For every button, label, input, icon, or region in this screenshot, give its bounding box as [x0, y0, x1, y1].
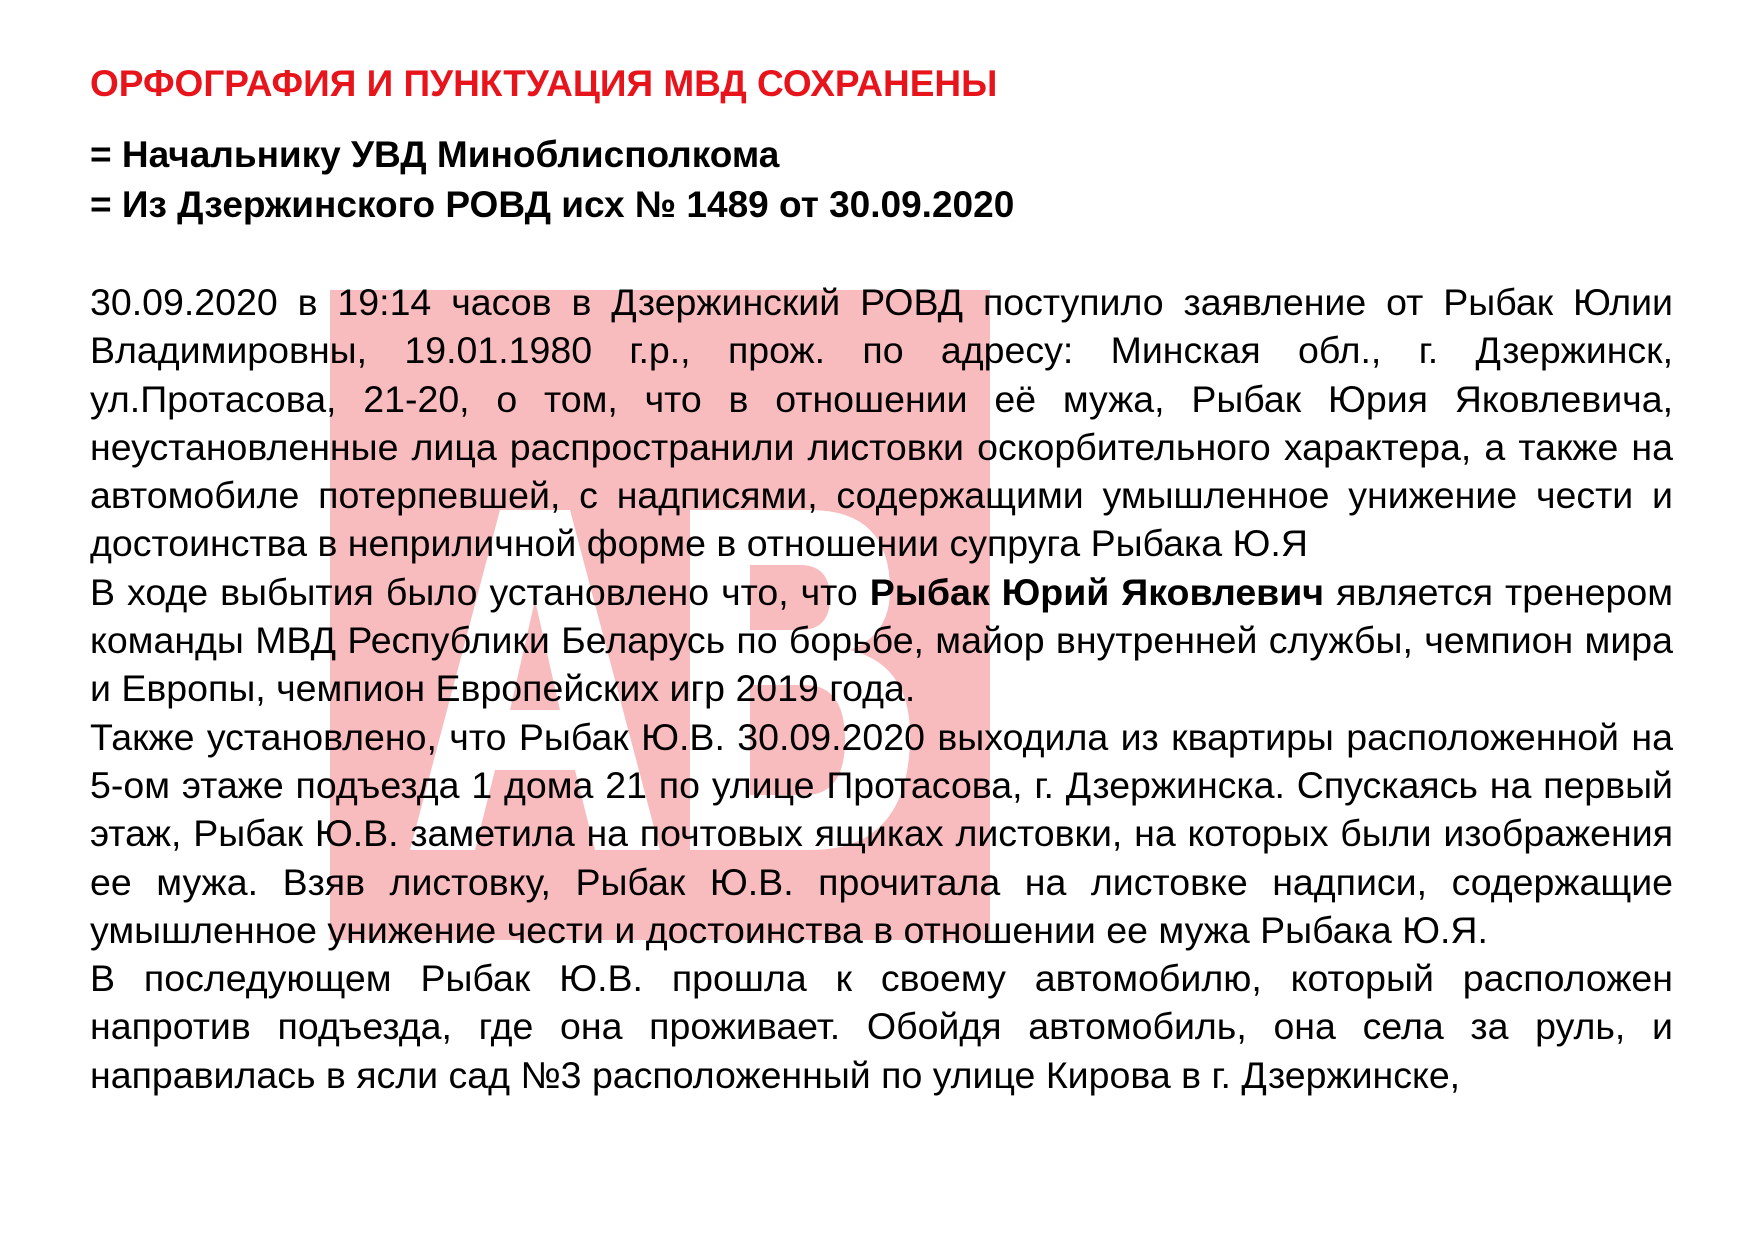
- paragraph-1: 30.09.2020 в 19:14 часов в Дзержинский РОВД поступило заявление от Рыбак Юлии Владимировны, 19.01.1980 г.р., прож. по адресу: Минская обл., г. Дзержинск, ул.Протасова, 21-20, о том, что в отношении её мужа, Рыбак Юрия Яковлевича, неустановленные лица распространили листовки оскорбительного характера, а также на автомобиле потерпевшей, с надписями, содержащими умышленное унижение чести и достоинства в неприличной форме в отношении супруга Рыбака Ю.Я: [90, 281, 1673, 565]
- letter-header: [90, 130, 1673, 230]
- paragraph-4: В последующем Рыбак Ю.В. прошла к своему автомобилю, который расположен напротив подъезда, где она проживает. Обойдя автомобиль, она села за руль, и направилась в ясли сад №3 расположенный по улице Кирова в г. Дзержинске,: [90, 957, 1673, 1096]
- letter-body: [90, 278, 1673, 1099]
- paragraph-2-end: является тренером команды МВД Республики Беларусь по борьбе, майор внутренней службы, чемпион мира и Европы, чемпион Европейских игр 2019 года.: [90, 570, 1674, 710]
- document-content: [90, 62, 1673, 1099]
- editorial-notice: ОРФОГРАФИЯ И ПУНКТУАЦИЯ МВД СОХРАНЕНЫ: [90, 63, 998, 104]
- paragraph-2-start: В ходе выбытия было установлено что, что: [90, 570, 870, 613]
- paragraph-2: [90, 568, 1673, 713]
- addressee-line: = Начальнику УВД Миноблисполкома: [90, 134, 780, 175]
- paragraph-3: Также установлено, что Рыбак Ю.В. 30.09.2020 выходила из квартиры расположенной на 5-ом этаже подъезда 1 дома 21 по улице Протасова, г. Дзержинска. Спускаясь на первый этаж, Рыбак Ю.В. заметила на почтовых ящиках листовки, на которых были изображения ее мужа. Взяв листовку, Рыбак Ю.В. прочитала на листовке надписи, содержащие умышленное унижение чести и достоинства в отношении ее мужа Рыбака Ю.Я.: [90, 715, 1673, 951]
- sender-line: = Из Дзержинского РОВД исх № 1489 от 30.09.2020: [90, 184, 1015, 225]
- paragraph-2-name: Рыбак Юрий Яковлевич: [869, 570, 1325, 613]
